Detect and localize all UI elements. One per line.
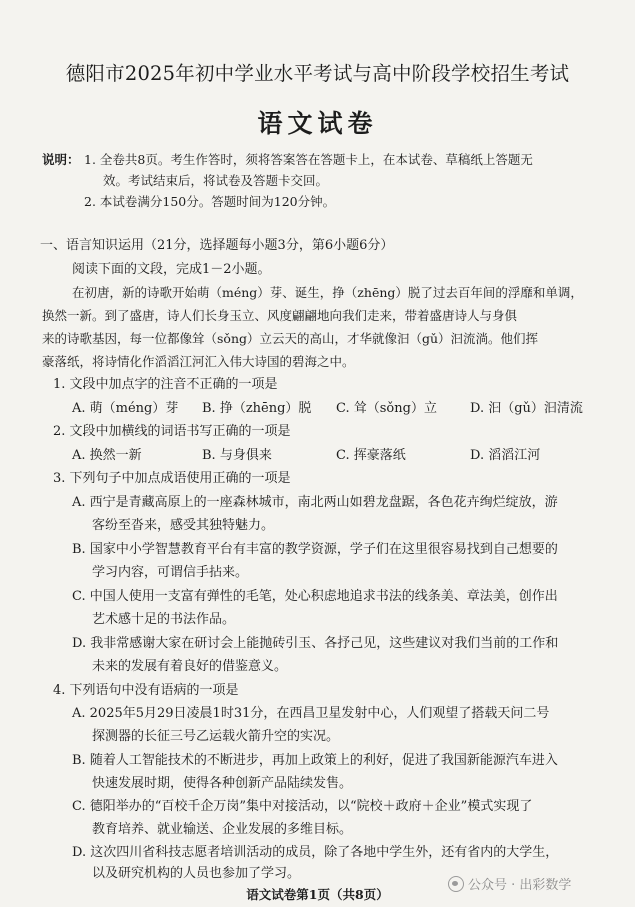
q4-option-a-line-2: 探测器的长征三号乙运载火箭升空的实况。 [92,729,340,744]
q1-option-d: D. 汩（gǔ）汩清流 [470,401,583,416]
q4-option-b-line-2: 快速发展时期，使得各种创新产品陆续发售。 [92,776,353,791]
passage-line-4: 豪落纸，将诗情化作滔滔江河汇入伟大诗国的碧海之中。 [42,354,355,369]
note-1-line-2: 效。考试结束后，将试卷及答题卡交回。 [103,173,329,188]
paper-subtitle: 语文试卷 [257,109,378,138]
q4-option-a-line-1: A. 2025年5月29日凌晨1时31分，在西昌卫星发射中心，人们观望了搭载天问二号 [72,706,550,721]
q4-option-b-line-1: B. 随着人工智能技术的不断进步，再加上政策上的利好，促进了我国新能源汽车进入 [72,753,558,768]
q3-option-d-line-1: D. 我非常感谢大家在研讨会上能抛砖引玉、各抒己见，这些建议对我们当前的工作和 [72,636,559,651]
question-1-stem: 1. 文段中加点字的注音不正确的一项是 [53,377,278,392]
q2-option-b: B. 与身俱来 [202,448,272,463]
exam-title: 德阳市2025年初中学业水平考试与高中阶段学校招生考试 [65,62,570,85]
watermark [448,874,571,893]
q3-option-d-line-2: 未来的发展有着良好的借鉴意义。 [92,659,288,674]
wechat-icon [448,876,464,892]
notes-label: 说明： [42,152,80,167]
question-4-stem: 4. 下列语句中没有语病的一项是 [53,683,239,698]
page-footer: 语文试卷第1页（共8页） [246,887,389,902]
q2-option-d: D. 滔滔江河 [470,448,541,463]
q4-option-c-line-2: 教育培养、就业输送、企业发展的多维目标。 [92,822,353,837]
q3-option-a-line-2: 客纷至沓来，感受其独特魅力。 [92,518,275,533]
q4-option-c-line-1: C. 德阳举办的“百校千企万岗”集中对接活动，以“院校＋政府＋企业”模式实现了 [72,799,533,814]
q1-option-a: A. 萌（méng）芽 [72,401,179,416]
question-2-stem: 2. 文段中加横线的词语书写正确的一项是 [53,424,291,439]
q3-option-b-line-2: 学习内容，可谓信手拈来。 [92,565,249,580]
passage-line-3: 来的诗歌基因，每一位都像耸（sǒng）立云天的高山，才华就像汩（gǔ）汩流淌。他们挥 [42,331,539,346]
passage-line-2: 换然一新。到了盛唐，诗人们长身玉立、风度翩翩地向我们走来，带着盛唐诗人与身俱 [42,308,518,323]
q1-option-b: B. 挣（zhēng）脱 [202,401,312,416]
question-3-stem: 3. 下列句子中加点成语使用正确的一项是 [53,471,291,486]
q2-option-c: C. 挥豪落纸 [336,448,406,463]
q4-option-d-line-2: 以及研究机构的人员也参加了学习。 [92,866,301,881]
q4-option-d-line-1: D. 这次四川省科技志愿者培训活动的成员，除了各地中学生外，还有省内的大学生， [72,845,559,860]
passage-line-1: 在初唐，新的诗歌开始萌（méng）芽、诞生，挣（zhēng）脱了过去百年间的浮靡和单调， [72,285,583,300]
q3-option-c-line-1: C. 中国人使用一支富有弹性的毛笔，处心积虑地追求书法的线条美、章法美，创作出 [72,589,558,604]
note-1-line-1: 1. 全卷共8页。考生作答时，须将答案答在答题卡上，在本试卷、草稿纸上答题无 [84,152,533,167]
q2-option-a: A. 换然一新 [72,448,142,463]
q3-option-c-line-2: 艺术感十足的书法作品。 [92,612,236,627]
reading-intro: 阅读下面的文段，完成1－2小题。 [72,262,271,277]
note-2: 2. 本试卷满分150分。答题时间为120分钟。 [84,194,336,209]
q3-option-b-line-1: B. 国家中小学智慧教育平台有丰富的教学资源，学子们在这里很容易找到自己想要的 [72,542,558,557]
watermark-text: 公众号 · 出彩数学 [468,878,572,893]
section-heading: 一、语言知识运用（21分，选择题每小题3分，第6小题6分） [40,238,394,253]
q1-option-c: C. 耸（sǒng）立 [336,401,437,416]
q3-option-a-line-1: A. 西宁是青藏高原上的一座森林城市，南北两山如碧龙盘踞，各色花卉绚烂绽放，游 [72,495,558,510]
